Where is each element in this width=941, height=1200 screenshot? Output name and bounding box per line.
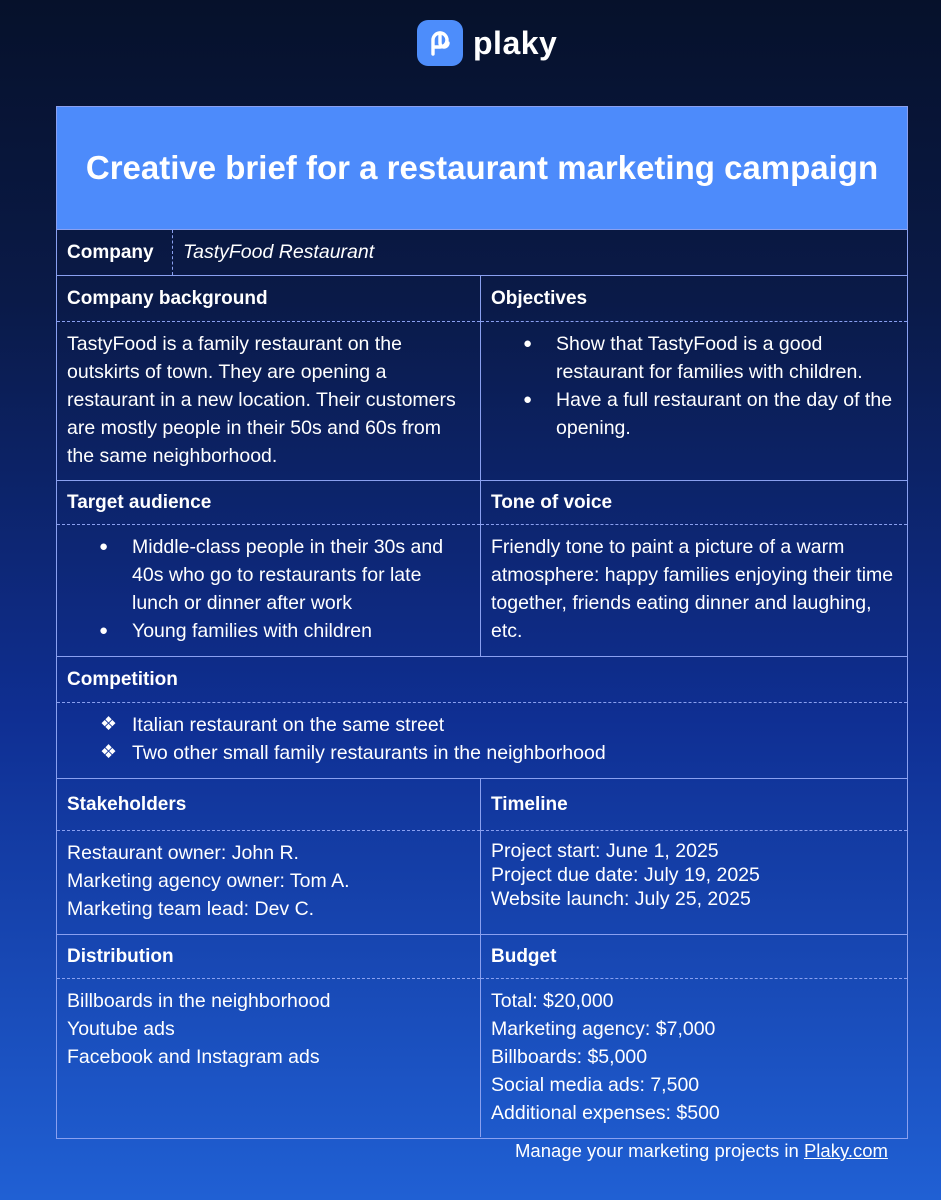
budget-line: Total: $20,000 [491, 990, 614, 1012]
competition-cell [57, 657, 907, 778]
target-audience-list [67, 533, 470, 645]
objective-item: ● Show that TastyFood is a good restaurant for families with children. [491, 330, 897, 386]
objectives-heading: Objectives [481, 276, 907, 322]
brief-title: Creative brief for a restaurant marketing campaign [85, 149, 879, 186]
objectives-cell [481, 276, 907, 480]
competitor-item: ❖ Two other small family restaurants in the neighborhood [67, 739, 897, 767]
timeline-line: Website launch: July 25, 2025 [491, 888, 751, 910]
plaky-link[interactable]: Plaky.com [803, 1140, 888, 1161]
distribution-heading: Distribution [57, 935, 480, 979]
distribution-line: Youtube ads [67, 1018, 175, 1040]
distribution-line: Billboards in the neighborhood [67, 990, 331, 1012]
timeline-heading: Timeline [481, 779, 907, 831]
objectives-list [491, 330, 897, 442]
target-audience-heading: Target audience [57, 481, 480, 525]
competition-heading: Competition [57, 657, 907, 703]
target-audience-cell [57, 481, 481, 656]
audience-tone-row [57, 481, 907, 657]
company-row [57, 230, 907, 276]
competition-list [67, 711, 897, 767]
budget-line: Marketing agency: $7,000 [491, 1018, 716, 1040]
distribution-line: Facebook and Instagram ads [67, 1046, 320, 1068]
stakeholders-cell [57, 779, 481, 934]
stakeholder-line: Marketing team lead: Dev C. [67, 898, 315, 920]
budget-line: Billboards: $5,000 [491, 1046, 648, 1068]
company-background-text: TastyFood is a family restaurant on the outskirts of town. They are opening a restaurant in a new location. Their customers are mostly people in their 50s and 60s from the same neighborhood. [67, 333, 456, 467]
tone-of-voice-cell [481, 481, 907, 656]
company-background-cell [57, 276, 481, 480]
company-background-heading: Company background [57, 276, 480, 322]
stakeholders-heading: Stakeholders [57, 779, 480, 831]
stakeholder-line: Marketing agency owner: Tom A. [67, 870, 350, 892]
budget-heading: Budget [481, 935, 907, 979]
target-audience-body [57, 525, 480, 656]
stakeholders-body [57, 831, 480, 934]
competitor-item: ❖ Italian restaurant on the same street [67, 711, 897, 739]
plaky-logo-icon [417, 20, 463, 66]
footer-cta [515, 1140, 888, 1162]
footer-text: Manage your marketing projects in [515, 1140, 804, 1161]
company-value: TastyFood Restaurant [183, 241, 375, 263]
timeline-cell [481, 779, 907, 934]
audience-item: ● Young families with children [67, 617, 470, 645]
competition-row [57, 657, 907, 779]
budget-cell [481, 935, 907, 1137]
distribution-budget-row [57, 935, 907, 1137]
timeline-line: Project start: June 1, 2025 [491, 840, 719, 862]
title-bar [57, 107, 907, 230]
tone-of-voice-heading: Tone of voice [481, 481, 907, 525]
tone-of-voice-text: Friendly tone to paint a picture of a warm atmosphere: happy families enjoying their time together, friends eating dinner and laughing, etc. [491, 536, 894, 642]
timeline-body [481, 831, 907, 934]
objectives-body [481, 322, 907, 480]
stakeholder-line: Restaurant owner: John R. [67, 842, 299, 864]
company-label: Company [57, 230, 173, 275]
distribution-cell [57, 935, 481, 1137]
budget-line: Additional expenses: $500 [491, 1102, 720, 1124]
plaky-logo-text: plaky [473, 24, 558, 61]
plaky-logo [417, 20, 557, 66]
budget-line: Social media ads: 7,500 [491, 1074, 700, 1096]
competition-body [57, 703, 907, 778]
budget-body [481, 979, 907, 1137]
audience-item: ● Middle-class people in their 30s and 40s who go to restaurants for late lunch or dinner after work [67, 533, 470, 617]
timeline-line: Project due date: July 19, 2025 [491, 864, 760, 886]
stakeholders-timeline-row [57, 779, 907, 935]
background-objectives-row [57, 276, 907, 481]
objective-item: ● Have a full restaurant on the day of the opening. [491, 386, 897, 442]
creative-brief-table [56, 106, 908, 1139]
distribution-body [57, 979, 480, 1137]
